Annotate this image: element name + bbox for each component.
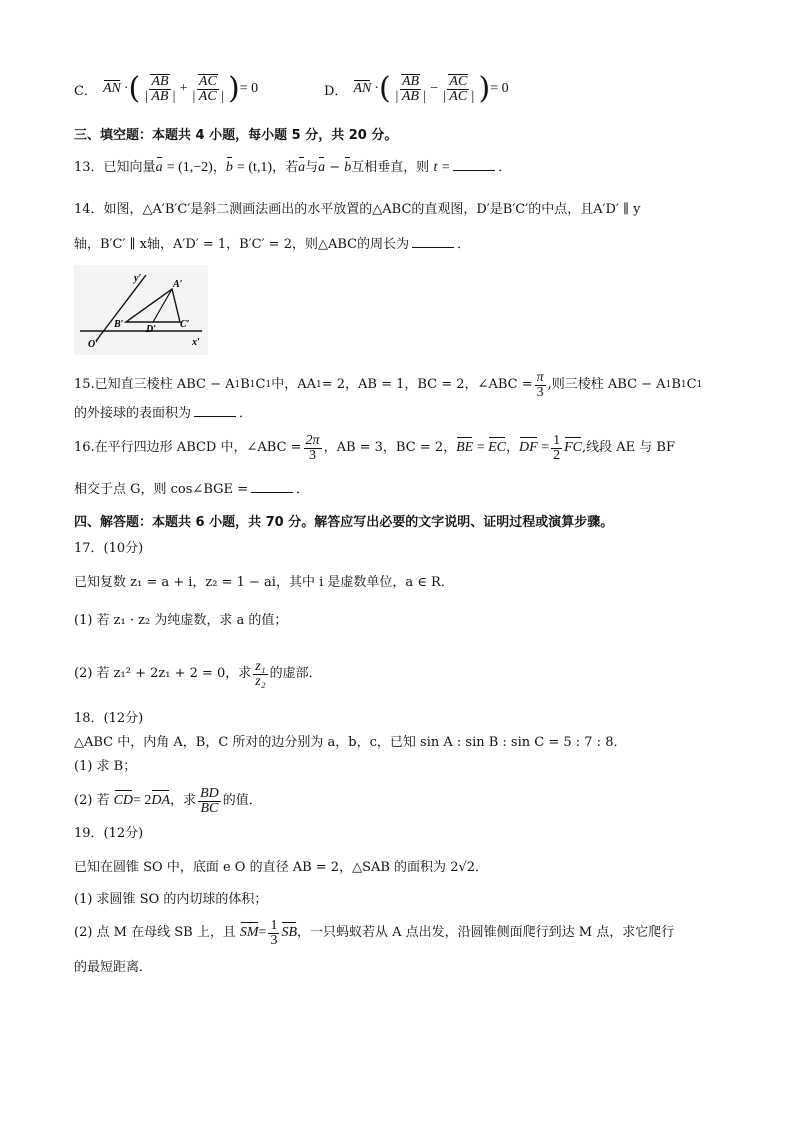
equals-zero: = 0 — [490, 81, 509, 96]
label-b: B′ — [114, 319, 124, 330]
label-x: x′ — [192, 337, 200, 348]
question-19-part-2-continued: 的最短距离． — [74, 960, 153, 975]
label-y: y′ — [134, 273, 142, 284]
option-d: D． AN · ( $\frac{AB}{| AB |}$ − $\frac{AC}{| AC |}$ ) = 0 — [324, 71, 509, 106]
question-17-number: 17．(10分) — [74, 541, 144, 556]
fraction-2pi-3: $\frac{2\pi}{3}$ — [305, 432, 320, 463]
answer-blank — [412, 234, 454, 248]
question-18-part-1: (1) 求 B； — [74, 759, 137, 774]
label-c: C′ — [180, 319, 190, 330]
equals-zero: = 0 — [239, 81, 259, 96]
option-d-label: D． — [324, 83, 348, 99]
oblique-projection-figure — [74, 265, 208, 355]
fraction-z1-z2: $\frac{\text{z₁}}{\text{z₂}}$ — [255, 658, 266, 689]
option-c-label: C． — [74, 83, 97, 99]
question-19-part-2: (2) 点 M 在母线 SB 上，且 SM = $\frac{1}{3}$ SB ，一只蚂蚁若从 A 点出发，沿圆锥侧面爬行到达 M 点，求它爬行 — [74, 917, 675, 948]
answer-blank — [453, 157, 495, 171]
fraction-ab: $\frac{AB}{| AB |}$ — [394, 73, 427, 104]
answer-blank — [194, 403, 236, 417]
vector-an: AN — [353, 81, 372, 96]
label-a: A′ — [173, 279, 183, 290]
fraction-ac: $\frac{AC}{| AC |}$ — [191, 73, 225, 104]
question-14-line-2: 轴，B′C′ ∥ x轴，A′D′ = 1，B′C′ = 2，则△ABC的周长为 ． — [74, 234, 754, 255]
label-o: O′ — [88, 339, 99, 350]
question-17-stem: 已知复数 z₁ = a + i，z₂ = 1 − ai，其中 i 是虚数单位，a ∈ R． — [74, 575, 454, 590]
question-17-part-1: (1) 若 z₁ · z₂ 为纯虚数，求 a 的值； — [74, 613, 288, 628]
question-18-stem: △ABC 中，内角 A，B，C 所对的边分别为 a，b，c，已知 sin A : sin B : sin C = 5 : 7 : 8． — [74, 735, 627, 750]
vector-an: AN — [102, 81, 121, 96]
operator-plus: + — [179, 81, 188, 96]
question-13: 13．已知向量a = (1,−2)，b = (t,1)，若a与a − b互相垂直，则 t = ． — [74, 157, 754, 178]
question-15-line-1: 15.已知直三棱柱 ABC − A 1 B 1 C 1 中，AA 1 = 2，AB = 1，BC = 2，∠ABC = $\frac{\pi}{3}$ ,则三棱柱 ABC − A 1 B 1 C 1 — [74, 369, 703, 400]
fraction-ab: $\frac{AB}{| AB |}$ — [144, 73, 176, 104]
question-19-number: 19．(12分) — [74, 826, 144, 841]
fraction-pi-3: $\frac{\pi}{3}$ — [536, 369, 544, 400]
fraction-bd-bc: $\frac{BD}{BC}$ — [200, 785, 219, 816]
section-3-heading: 三、填空题：本题共 4 小题，每小题 5 分，共 20 分。 — [74, 128, 398, 143]
label-d: D′ — [146, 324, 157, 335]
section-4-heading: 四、解答题：本题共 6 小题，共 70 分。解答应写出必要的文字说明、证明过程或演算步骤。 — [74, 515, 614, 530]
operator-minus: − — [430, 81, 439, 96]
question-16-line-2: 相交于点 G，则 cos∠BGE = ． — [74, 479, 754, 500]
answer-blank — [251, 479, 293, 493]
fraction-ac: $\frac{AC}{| AC |}$ — [442, 73, 475, 104]
question-17-part-2: (2) 若 z₁² + 2z₁ + 2 = 0，求 $\frac{\text{z₁}}{\text{z₂}}$ 的虚部． — [74, 658, 322, 689]
question-19-part-1: (1) 求圆锥 SO 的内切球的体积； — [74, 892, 268, 907]
question-18-number: 18．(12分) — [74, 711, 144, 726]
fraction-one-third: $\frac{1}{3}$ — [270, 917, 278, 948]
question-19-stem: 已知在圆锥 SO 中，底面 e O 的直径 AB = 2，△SAB 的面积为 2√2． — [74, 860, 489, 875]
fraction-one-half: $\frac{1}{2}$ — [553, 432, 561, 463]
question-16-line-1: 16.在平行四边形 ABCD 中，∠ABC = $\frac{2\pi}{3}$ ，AB = 3，BC = 2， BE = EC ， DF = $\frac{1}{2}$ FC ,线段 AE 与 BF — [74, 432, 675, 463]
question-15-line-2: 的外接球的表面积为 ． — [74, 403, 754, 424]
question-18-part-2: (2) 若 CD = 2 DA ，求 $\frac{BD}{BC}$ 的值． — [74, 785, 262, 816]
option-c: C． AN · ( $\frac{AB}{| AB |}$ + $\frac{AC}{| AC |}$ ) = 0 — [74, 71, 259, 106]
question-14-line-1: 14．如图，△A′B′C′是斜二测画法画出的水平放置的△ABC的直观图，D′是B′C′的中点，且A′D′ ∥ y — [74, 202, 641, 217]
